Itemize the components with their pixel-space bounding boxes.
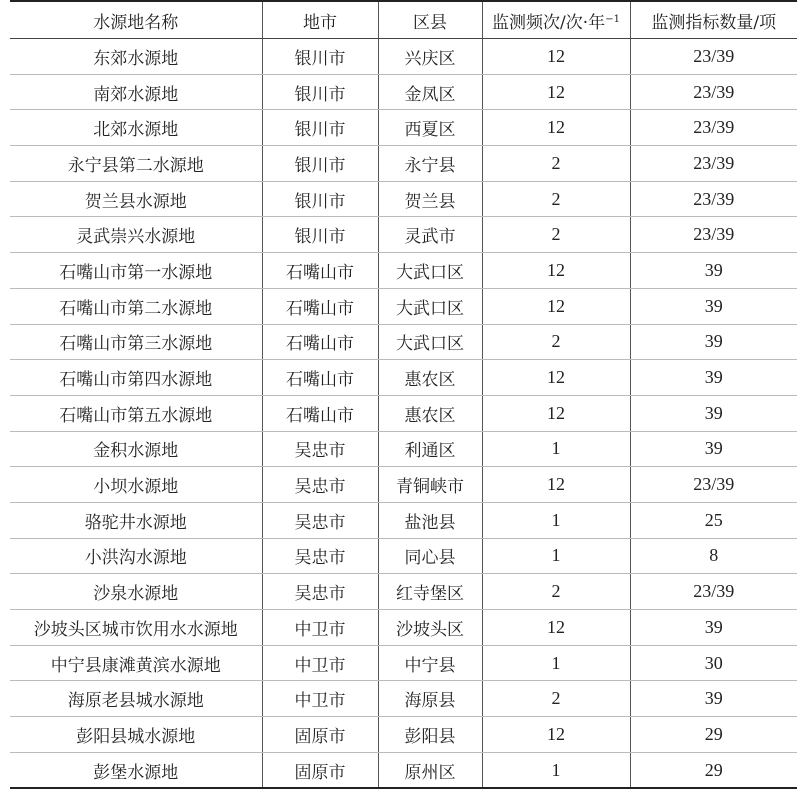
cell-county: 彭阳县 (378, 717, 482, 753)
cell-source-name: 海原老县城水源地 (10, 681, 262, 717)
table-row (10, 324, 797, 360)
cell-source-name: 沙坡头区城市饮用水水源地 (10, 610, 262, 646)
table-body (10, 39, 797, 789)
table-row (10, 288, 797, 324)
cell-source-name: 石嘴山市第一水源地 (10, 253, 262, 289)
table-row (10, 253, 797, 289)
cell-city: 中卫市 (262, 681, 378, 717)
table-row (10, 752, 797, 788)
cell-indicator-count: 23/39 (630, 39, 797, 75)
header-source-name: 水源地名称 (10, 1, 262, 39)
cell-indicator-count: 30 (630, 645, 797, 681)
cell-county: 惠农区 (378, 395, 482, 431)
table-row (10, 39, 797, 75)
cell-indicator-count: 23/39 (630, 467, 797, 503)
cell-county: 兴庆区 (378, 39, 482, 75)
cell-frequency: 2 (482, 217, 630, 253)
cell-source-name: 北郊水源地 (10, 110, 262, 146)
cell-frequency: 2 (482, 574, 630, 610)
cell-frequency: 12 (482, 39, 630, 75)
cell-frequency: 12 (482, 288, 630, 324)
cell-city: 银川市 (262, 146, 378, 182)
cell-county: 金凤区 (378, 74, 482, 110)
table-row (10, 360, 797, 396)
cell-frequency: 1 (482, 645, 630, 681)
cell-source-name: 永宁县第二水源地 (10, 146, 262, 182)
cell-indicator-count: 39 (630, 324, 797, 360)
cell-county: 青铜峡市 (378, 467, 482, 503)
cell-city: 石嘴山市 (262, 360, 378, 396)
header-monitoring-frequency (482, 1, 630, 39)
table-row (10, 181, 797, 217)
table-row (10, 217, 797, 253)
cell-county: 永宁县 (378, 146, 482, 182)
cell-county: 贺兰县 (378, 181, 482, 217)
cell-indicator-count: 39 (630, 253, 797, 289)
cell-city: 银川市 (262, 74, 378, 110)
cell-indicator-count: 39 (630, 360, 797, 396)
cell-frequency: 12 (482, 110, 630, 146)
cell-city: 银川市 (262, 39, 378, 75)
cell-county: 利通区 (378, 431, 482, 467)
table-row (10, 110, 797, 146)
header-frequency-label: 监测频次/次·年 (492, 12, 606, 33)
table-row (10, 467, 797, 503)
cell-source-name: 小坝水源地 (10, 467, 262, 503)
cell-county: 大武口区 (378, 288, 482, 324)
cell-city: 中卫市 (262, 610, 378, 646)
cell-county: 盐池县 (378, 502, 482, 538)
cell-county: 海原县 (378, 681, 482, 717)
cell-city: 银川市 (262, 181, 378, 217)
cell-indicator-count: 39 (630, 395, 797, 431)
cell-frequency: 1 (482, 538, 630, 574)
cell-county: 大武口区 (378, 253, 482, 289)
cell-source-name: 石嘴山市第二水源地 (10, 288, 262, 324)
cell-frequency: 1 (482, 752, 630, 788)
cell-county: 中宁县 (378, 645, 482, 681)
cell-source-name: 东郊水源地 (10, 39, 262, 75)
table-row (10, 502, 797, 538)
cell-city: 石嘴山市 (262, 395, 378, 431)
cell-city: 固原市 (262, 717, 378, 753)
cell-indicator-count: 29 (630, 752, 797, 788)
table-row (10, 610, 797, 646)
cell-frequency: 12 (482, 395, 630, 431)
cell-city: 固原市 (262, 752, 378, 788)
cell-frequency: 2 (482, 324, 630, 360)
table-row (10, 431, 797, 467)
cell-county: 西夏区 (378, 110, 482, 146)
cell-indicator-count: 23/39 (630, 574, 797, 610)
table-row (10, 574, 797, 610)
cell-source-name: 南郊水源地 (10, 74, 262, 110)
cell-city: 中卫市 (262, 645, 378, 681)
cell-source-name: 灵武崇兴水源地 (10, 217, 262, 253)
cell-source-name: 沙泉水源地 (10, 574, 262, 610)
cell-frequency: 1 (482, 431, 630, 467)
cell-indicator-count: 39 (630, 681, 797, 717)
cell-county: 大武口区 (378, 324, 482, 360)
cell-city: 吴忠市 (262, 502, 378, 538)
cell-frequency: 12 (482, 610, 630, 646)
cell-indicator-count: 39 (630, 431, 797, 467)
cell-frequency: 12 (482, 253, 630, 289)
cell-frequency: 12 (482, 74, 630, 110)
cell-source-name: 石嘴山市第三水源地 (10, 324, 262, 360)
header-frequency-exponent: −1 (605, 13, 620, 25)
cell-source-name: 金积水源地 (10, 431, 262, 467)
cell-indicator-count: 8 (630, 538, 797, 574)
water-source-monitoring-table (10, 0, 797, 789)
cell-city: 吴忠市 (262, 467, 378, 503)
cell-source-name: 彭阳县城水源地 (10, 717, 262, 753)
cell-county: 灵武市 (378, 217, 482, 253)
cell-indicator-count: 25 (630, 502, 797, 538)
table-header-row (10, 1, 797, 39)
table-row (10, 146, 797, 182)
cell-indicator-count: 23/39 (630, 217, 797, 253)
cell-city: 银川市 (262, 110, 378, 146)
cell-source-name: 骆驼井水源地 (10, 502, 262, 538)
table-row (10, 74, 797, 110)
cell-city: 石嘴山市 (262, 324, 378, 360)
cell-indicator-count: 23/39 (630, 146, 797, 182)
cell-county: 沙坡头区 (378, 610, 482, 646)
header-county: 区县 (378, 1, 482, 39)
water-source-table-container (10, 0, 797, 789)
table-row (10, 681, 797, 717)
table-row (10, 645, 797, 681)
cell-county: 原州区 (378, 752, 482, 788)
cell-indicator-count: 39 (630, 610, 797, 646)
cell-frequency: 2 (482, 681, 630, 717)
cell-county: 同心县 (378, 538, 482, 574)
cell-frequency: 2 (482, 146, 630, 182)
cell-city: 吴忠市 (262, 431, 378, 467)
cell-frequency: 2 (482, 181, 630, 217)
cell-source-name: 中宁县康滩黄滨水源地 (10, 645, 262, 681)
cell-indicator-count: 23/39 (630, 110, 797, 146)
table-row (10, 717, 797, 753)
table-row (10, 538, 797, 574)
cell-city: 吴忠市 (262, 538, 378, 574)
cell-indicator-count: 39 (630, 288, 797, 324)
cell-frequency: 12 (482, 467, 630, 503)
cell-city: 吴忠市 (262, 574, 378, 610)
cell-frequency: 1 (482, 502, 630, 538)
cell-indicator-count: 23/39 (630, 181, 797, 217)
cell-city: 石嘴山市 (262, 253, 378, 289)
cell-indicator-count: 23/39 (630, 74, 797, 110)
table-row (10, 395, 797, 431)
header-indicator-count: 监测指标数量/项 (630, 1, 797, 39)
cell-source-name: 彭堡水源地 (10, 752, 262, 788)
cell-source-name: 石嘴山市第五水源地 (10, 395, 262, 431)
cell-source-name: 石嘴山市第四水源地 (10, 360, 262, 396)
cell-city: 银川市 (262, 217, 378, 253)
cell-city: 石嘴山市 (262, 288, 378, 324)
cell-indicator-count: 29 (630, 717, 797, 753)
cell-county: 惠农区 (378, 360, 482, 396)
cell-frequency: 12 (482, 360, 630, 396)
cell-frequency: 12 (482, 717, 630, 753)
cell-county: 红寺堡区 (378, 574, 482, 610)
header-city: 地市 (262, 1, 378, 39)
cell-source-name: 贺兰县水源地 (10, 181, 262, 217)
cell-source-name: 小洪沟水源地 (10, 538, 262, 574)
